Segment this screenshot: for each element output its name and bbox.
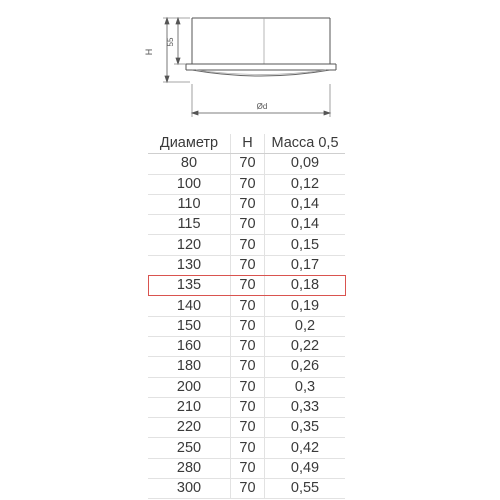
cell-mass: 0,2 bbox=[265, 316, 346, 336]
table-row bbox=[148, 255, 345, 275]
cell-height: 70 bbox=[231, 174, 265, 194]
cell-mass: 0,18 bbox=[265, 276, 346, 296]
cell-diameter: 130 bbox=[148, 255, 231, 275]
table-row bbox=[148, 458, 345, 478]
cell-mass: 0,22 bbox=[265, 336, 346, 356]
header-mass: Масса 0,5 bbox=[265, 134, 346, 154]
cell-height: 70 bbox=[231, 194, 265, 214]
table-row bbox=[148, 235, 345, 255]
highlighted-row-frame bbox=[148, 275, 346, 296]
table-row bbox=[148, 194, 345, 214]
cell-mass: 0,42 bbox=[265, 438, 346, 458]
table-row bbox=[148, 397, 345, 417]
cell-diameter: 220 bbox=[148, 418, 231, 438]
table-row bbox=[148, 479, 345, 499]
cell-mass: 0,14 bbox=[265, 194, 346, 214]
table-row bbox=[148, 215, 345, 235]
specification-table bbox=[148, 134, 345, 499]
cell-height: 70 bbox=[231, 154, 265, 174]
dimension-h-label: H bbox=[144, 48, 154, 56]
table-row bbox=[148, 357, 345, 377]
dimension-d bbox=[192, 84, 330, 117]
cell-diameter: 250 bbox=[148, 438, 231, 458]
cell-mass: 0,3 bbox=[265, 377, 346, 397]
table-row bbox=[148, 377, 345, 397]
cell-height: 70 bbox=[231, 357, 265, 377]
cell-height: 70 bbox=[231, 336, 265, 356]
table-row bbox=[148, 296, 345, 316]
cell-height: 70 bbox=[231, 276, 265, 296]
cell-diameter: 150 bbox=[148, 316, 231, 336]
cap-technical-drawing bbox=[0, 0, 500, 125]
cell-height: 70 bbox=[231, 215, 265, 235]
cell-height: 70 bbox=[231, 479, 265, 499]
cell-diameter: 80 bbox=[148, 154, 231, 174]
cell-height: 70 bbox=[231, 458, 265, 478]
cell-height: 70 bbox=[231, 296, 265, 316]
cell-mass: 0,15 bbox=[265, 235, 346, 255]
cell-mass: 0,09 bbox=[265, 154, 346, 174]
cell-diameter: 100 bbox=[148, 174, 231, 194]
dimension-h bbox=[163, 18, 190, 82]
dimension-55 bbox=[174, 18, 186, 64]
cell-mass: 0,55 bbox=[265, 479, 346, 499]
cell-height: 70 bbox=[231, 316, 265, 336]
cell-height: 70 bbox=[231, 255, 265, 275]
cell-height: 70 bbox=[231, 438, 265, 458]
cell-mass: 0,19 bbox=[265, 296, 346, 316]
cap-outline bbox=[186, 18, 336, 76]
cell-diameter: 280 bbox=[148, 458, 231, 478]
cell-diameter: 160 bbox=[148, 336, 231, 356]
cell-diameter: 135 bbox=[148, 276, 231, 296]
cell-mass: 0,12 bbox=[265, 174, 346, 194]
cell-mass: 0,17 bbox=[265, 255, 346, 275]
cell-diameter: 120 bbox=[148, 235, 231, 255]
cell-height: 70 bbox=[231, 377, 265, 397]
table-header-row bbox=[148, 134, 345, 154]
dimension-55-label: 55 bbox=[166, 37, 175, 47]
cell-mass: 0,26 bbox=[265, 357, 346, 377]
header-diameter: Диаметр bbox=[148, 134, 231, 154]
header-height: H bbox=[231, 134, 265, 154]
dimension-d-label: Ød bbox=[256, 102, 268, 111]
table-row bbox=[148, 336, 345, 356]
cell-diameter: 140 bbox=[148, 296, 231, 316]
cell-height: 70 bbox=[231, 397, 265, 417]
table-row bbox=[148, 174, 345, 194]
cell-mass: 0,33 bbox=[265, 397, 346, 417]
table-row bbox=[148, 418, 345, 438]
cell-diameter: 180 bbox=[148, 357, 231, 377]
cell-height: 70 bbox=[231, 235, 265, 255]
table-row bbox=[148, 438, 345, 458]
cell-mass: 0,35 bbox=[265, 418, 346, 438]
cell-diameter: 210 bbox=[148, 397, 231, 417]
table-row bbox=[148, 154, 345, 174]
cell-diameter: 115 bbox=[148, 215, 231, 235]
cell-mass: 0,14 bbox=[265, 215, 346, 235]
cell-diameter: 200 bbox=[148, 377, 231, 397]
cell-diameter: 300 bbox=[148, 479, 231, 499]
cell-diameter: 110 bbox=[148, 194, 231, 214]
table-row bbox=[148, 316, 345, 336]
cell-height: 70 bbox=[231, 418, 265, 438]
cell-mass: 0,49 bbox=[265, 458, 346, 478]
